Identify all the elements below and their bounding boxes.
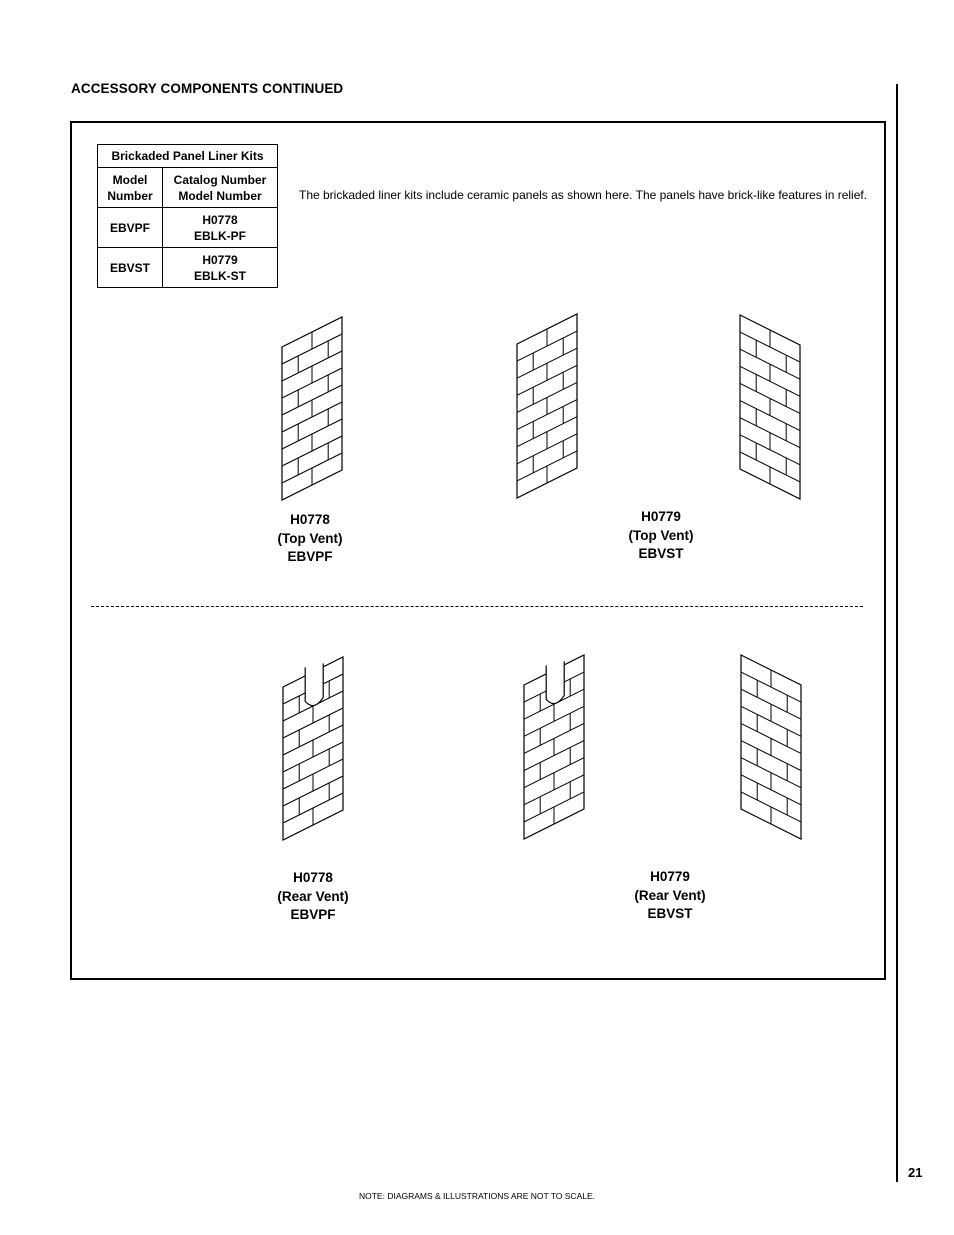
- footer-note: NOTE: DIAGRAMS & ILLUSTRATIONS ARE NOT TO SCALE.: [358, 1191, 595, 1201]
- figure-label-h0778-top: H0778 (Top Vent) EBVPF: [277, 512, 343, 564]
- table-row: [98, 208, 278, 248]
- figure-label-h0778-rear: H0778 (Rear Vent) EBVPF: [277, 870, 349, 922]
- section-divider: [91, 606, 863, 607]
- cell-catalog: H0779 EBLK-ST: [163, 248, 278, 288]
- cell-model: EBVPF: [98, 208, 163, 248]
- table-caption: Brickaded Panel Liner Kits: [98, 145, 278, 168]
- panel-h0778-rear: [283, 657, 343, 840]
- cell-catalog: H0778 EBLK-PF: [163, 208, 278, 248]
- cell-model: EBVST: [98, 248, 163, 288]
- table-row: [98, 248, 278, 288]
- panel-h0779-rear-right: [741, 655, 801, 839]
- section-title: ACCESSORY COMPONENTS CONTINUED: [71, 81, 344, 96]
- panel-h0779-rear-left: [524, 655, 584, 839]
- figure-label-h0779-top: H0779 (Top Vent) EBVST: [628, 509, 694, 561]
- kits-table: [97, 144, 278, 288]
- header-catalog-number: Catalog Number Model Number: [163, 168, 278, 208]
- page-number: 21: [908, 1165, 923, 1180]
- panel-h0779-top-right: [740, 315, 800, 499]
- panel-h0779-top-left: [517, 314, 577, 498]
- margin-rule: [896, 84, 898, 1182]
- intro-text: The brickaded liner kits include ceramic panels as shown here. The panels have brick-like features in relief.: [299, 188, 868, 202]
- figure-label-h0779-rear: H0779 (Rear Vent) EBVST: [634, 869, 706, 921]
- panel-h0778-top: [282, 317, 342, 500]
- header-model-number: Model Number: [98, 168, 163, 208]
